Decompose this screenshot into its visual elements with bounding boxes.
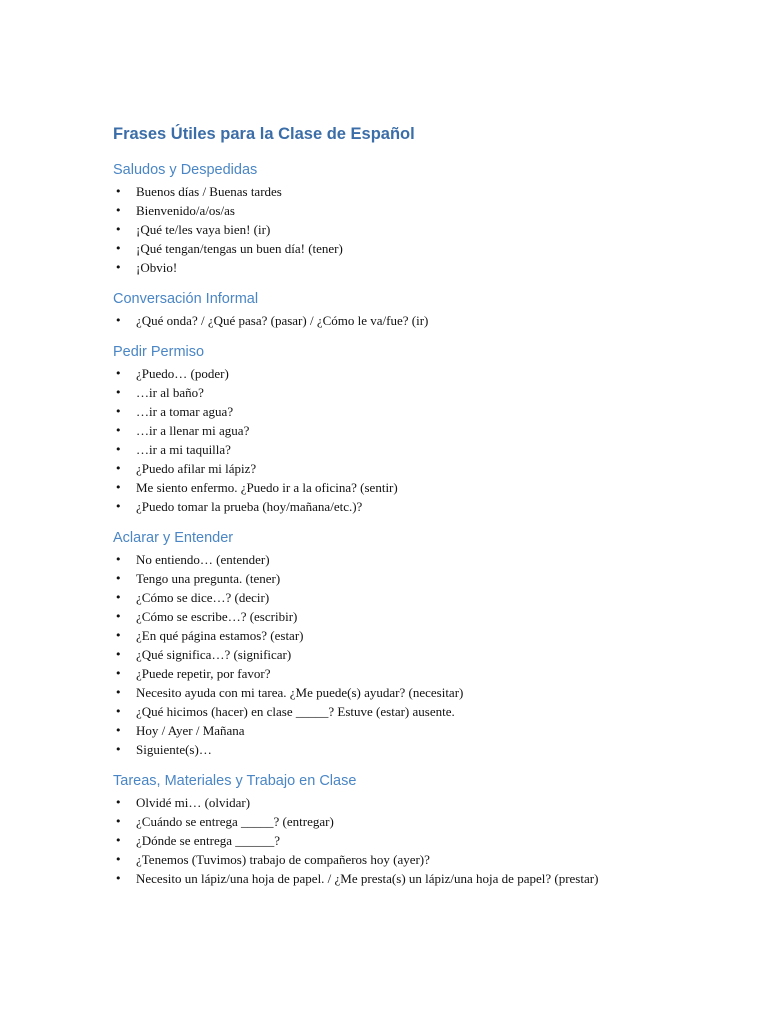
list-item (113, 311, 633, 330)
bullet-list (113, 182, 633, 277)
section-heading: Saludos y Despedidas (113, 162, 258, 178)
bullet-icon: • (115, 686, 122, 699)
section (113, 342, 633, 516)
bullet-icon: • (115, 443, 122, 456)
section-heading: Conversación Informal (113, 291, 259, 307)
bullet-icon: • (115, 853, 122, 866)
list-item-text: ¿Puedo afilar mi lápiz? (136, 461, 257, 476)
sections-container (113, 160, 633, 888)
bullet-icon: • (115, 796, 122, 809)
list-item-text: ¿Puedo… (poder) (136, 366, 229, 381)
list-item-text: ¿Qué hicimos (hacer) en clase _____? Estuve (estar) ausente. (136, 704, 455, 719)
list-item (113, 793, 633, 812)
list-item (113, 383, 633, 402)
bullet-icon: • (115, 610, 122, 623)
list-item-text: Tengo una pregunta. (tener) (136, 571, 281, 586)
list-item (113, 364, 633, 383)
bullet-icon: • (115, 724, 122, 737)
list-item-text: ¿Cómo se dice…? (decir) (136, 590, 270, 605)
list-item (113, 869, 633, 888)
list-item (113, 459, 633, 478)
list-item (113, 239, 633, 258)
bullet-icon: • (115, 367, 122, 380)
list-item-text: Buenos días / Buenas tardes (136, 184, 282, 199)
list-item (113, 201, 633, 220)
bullet-icon: • (115, 629, 122, 642)
section-heading: Tareas, Materiales y Trabajo en Clase (113, 773, 357, 789)
list-item (113, 182, 633, 201)
list-item (113, 850, 633, 869)
list-item-text: No entiendo… (entender) (136, 552, 270, 567)
list-item-text: Me siento enfermo. ¿Puedo ir a la oficina? (sentir) (136, 480, 398, 495)
bullet-icon: • (115, 314, 122, 327)
list-item (113, 740, 633, 759)
bullet-icon: • (115, 553, 122, 566)
list-item (113, 258, 633, 277)
bullet-icon: • (115, 648, 122, 661)
list-item (113, 440, 633, 459)
section (113, 771, 633, 888)
list-item (113, 569, 633, 588)
list-item-text: Hoy / Ayer / Mañana (136, 723, 245, 738)
bullet-icon: • (115, 223, 122, 236)
section (113, 160, 633, 277)
section (113, 289, 633, 330)
list-item (113, 220, 633, 239)
list-item-text: Necesito ayuda con mi tarea. ¿Me puede(s) ayudar? (necesitar) (136, 685, 464, 700)
list-item (113, 402, 633, 421)
bullet-icon: • (115, 424, 122, 437)
list-item-text: ¿Puedo tomar la prueba (hoy/mañana/etc.)? (136, 499, 363, 514)
list-item-text: …ir a mi taquilla? (136, 442, 231, 457)
bullet-list (113, 364, 633, 516)
list-item-text: …ir al baño? (136, 385, 204, 400)
section-heading: Pedir Permiso (113, 344, 205, 360)
bullet-icon: • (115, 500, 122, 513)
bullet-icon: • (115, 481, 122, 494)
list-item (113, 721, 633, 740)
list-item (113, 702, 633, 721)
list-item-text: Siguiente(s)… (136, 742, 212, 757)
list-item (113, 478, 633, 497)
bullet-icon: • (115, 204, 122, 217)
list-item (113, 645, 633, 664)
list-item-text: Bienvenido/a/os/as (136, 203, 235, 218)
section-heading: Aclarar y Entender (113, 530, 234, 546)
list-item-text: ¿Qué significa…? (significar) (136, 647, 292, 662)
bullet-icon: • (115, 591, 122, 604)
bullet-icon: • (115, 386, 122, 399)
list-item-text: ¿En qué página estamos? (estar) (136, 628, 304, 643)
list-item-text: ¿Qué onda? / ¿Qué pasa? (pasar) / ¿Cómo le va/fue? (ir) (136, 313, 429, 328)
list-item-text: …ir a llenar mi agua? (136, 423, 250, 438)
bullet-icon: • (115, 405, 122, 418)
bullet-icon: • (115, 185, 122, 198)
list-item (113, 683, 633, 702)
list-item-text: Necesito un lápiz/una hoja de papel. / ¿Me presta(s) un lápiz/una hoja de papel? (prestar) (136, 871, 599, 886)
list-item (113, 421, 633, 440)
list-item-text: ¡Obvio! (136, 260, 178, 275)
list-item (113, 550, 633, 569)
bullet-icon: • (115, 872, 122, 885)
list-item (113, 497, 633, 516)
list-item-text: ¿Cuándo se entrega _____? (entregar) (136, 814, 334, 829)
document-title: Frases Útiles para la Clase de Español (113, 125, 415, 143)
list-item-text: ¿Cómo se escribe…? (escribir) (136, 609, 298, 624)
bullet-icon: • (115, 242, 122, 255)
list-item-text: …ir a tomar agua? (136, 404, 234, 419)
bullet-list (113, 311, 633, 330)
list-item-text: ¡Qué te/les vaya bien! (ir) (136, 222, 271, 237)
list-item (113, 607, 633, 626)
list-item (113, 588, 633, 607)
list-item-text: ¿Puede repetir, por favor? (136, 666, 271, 681)
list-item (113, 626, 633, 645)
list-item (113, 831, 633, 850)
section (113, 528, 633, 759)
list-item-text: ¿Dónde se entrega ______? (136, 833, 281, 848)
bullet-icon: • (115, 815, 122, 828)
bullet-icon: • (115, 834, 122, 847)
bullet-icon: • (115, 572, 122, 585)
document-content (113, 122, 633, 900)
list-item (113, 812, 633, 831)
list-item-text: ¡Qué tengan/tengas un buen día! (tener) (136, 241, 343, 256)
bullet-icon: • (115, 261, 122, 274)
bullet-icon: • (115, 667, 122, 680)
list-item-text: ¿Tenemos (Tuvimos) trabajo de compañeros hoy (ayer)? (136, 852, 430, 867)
bullet-icon: • (115, 462, 122, 475)
bullet-icon: • (115, 743, 122, 756)
bullet-list (113, 550, 633, 759)
list-item-text: Olvidé mi… (olvidar) (136, 795, 251, 810)
bullet-icon: • (115, 705, 122, 718)
list-item (113, 664, 633, 683)
bullet-list (113, 793, 633, 888)
